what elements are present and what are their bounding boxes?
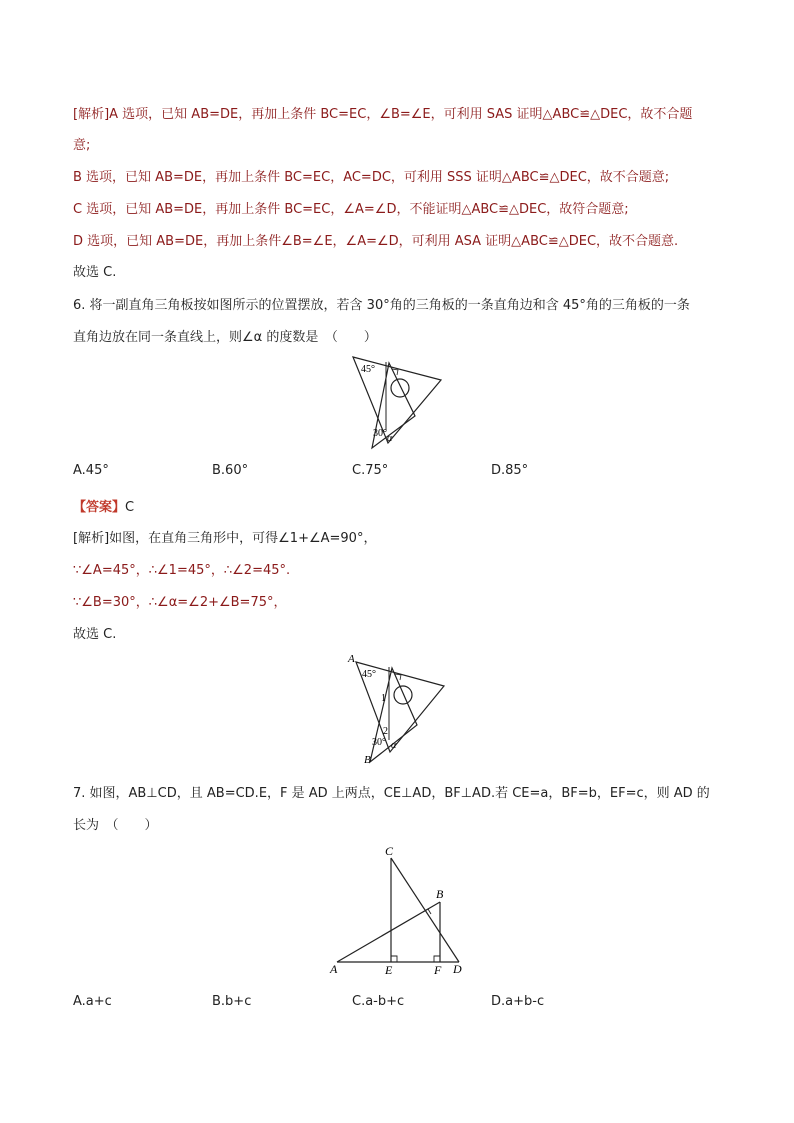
q6-option-d[interactable]: D.85° (491, 463, 529, 478)
sol5-line-3: B 选项，已知 AB=DE，再加上条件 BC=EC，AC=DC，可利用 SSS 证明△ABC≌△DEC，故不合题意; (73, 170, 670, 185)
q6-fig2-label-30: 30° (372, 737, 386, 748)
q7-label-f: F (434, 963, 442, 977)
q7-line-1: 7. 如图，AB⊥CD，且 AB=CD.E，F 是 AD 上两点，CE⊥AD，BF⊥AD.若 CE=a，BF=b，EF=c，则 AD 的 (73, 786, 710, 801)
q6-fig2-label-b: B (364, 754, 371, 766)
q7-label-c: C (385, 844, 394, 858)
q6-fig2-label-a: A (348, 653, 355, 665)
sol5-line-5: D 选项，已知 AB=DE，再加上条件∠B=∠E，∠A=∠D，可利用 ASA 证明△ABC≌△DEC，故不合题意. (73, 234, 679, 249)
q7-figure (325, 840, 470, 980)
q6-fig2-label-alpha: α (391, 740, 397, 751)
q7-option-b[interactable]: B.b+c (212, 994, 252, 1009)
q6-sol-line-2: ∵∠A=45°，∴∠1=45°，∴∠2=45°. (73, 563, 291, 578)
q7-label-d: D (453, 962, 462, 976)
q6-label-45: 45° (361, 364, 375, 375)
q7-option-d[interactable]: D.a+b-c (491, 994, 545, 1009)
q6-label-alpha: α (387, 433, 393, 444)
answer-value: C (125, 500, 135, 515)
q6-sol-line-4: 故选 C. (73, 627, 117, 642)
q7-option-a[interactable]: A.a+c (73, 994, 112, 1009)
q6-label-30: 30° (373, 428, 387, 439)
answer-label: 【答案】 (73, 500, 126, 515)
q6-fig2-label-1: 1 (381, 693, 386, 704)
q6-fig2-label-2: 2 (383, 726, 388, 737)
sol5-line-4: C 选项，已知 AB=DE，再加上条件 BC=EC，∠A=∠D，不能证明△ABC≌△DEC，故符合题意; (73, 202, 629, 217)
q6-answer (73, 496, 134, 515)
q6-option-c[interactable]: C.75° (352, 463, 389, 478)
q7-label-b: B (436, 887, 444, 901)
q6-line-1: 6. 将一副直角三角板按如图所示的位置摆放，若含 30°角的三角板的一条直角边和含 45°角的三角板的一条 (73, 298, 690, 313)
q6-line-2: 直角边放在同一条直线上，则∠α 的度数是 （ ） (73, 330, 377, 345)
q6-figure (345, 350, 445, 450)
sol5-line-2: 意; (73, 138, 91, 153)
q7-line-2: 长为 （ ） (73, 818, 158, 833)
q6-fig2-label-45: 45° (362, 669, 376, 680)
q6-option-a[interactable]: A.45° (73, 463, 109, 478)
q6-solution-figure (342, 652, 452, 767)
q6-sol-line-3: ∵∠B=30°，∴∠α=∠2+∠B=75°， (73, 595, 287, 610)
q7-label-a: A (330, 962, 338, 976)
q6-sol-line-1: [解析]如图，在直角三角形中，可得∠1+∠A=90°， (73, 531, 377, 546)
q6-option-b[interactable]: B.60° (212, 463, 249, 478)
sol5-line-6: 故选 C. (73, 265, 117, 280)
sol5-line-1: [解析]A 选项，已知 AB=DE，再加上条件 BC=EC，∠B=∠E，可利用 SAS 证明△ABC≌△DEC，故不合题 (73, 107, 693, 122)
q7-option-c[interactable]: C.a-b+c (352, 994, 405, 1009)
q7-label-e: E (385, 963, 393, 977)
